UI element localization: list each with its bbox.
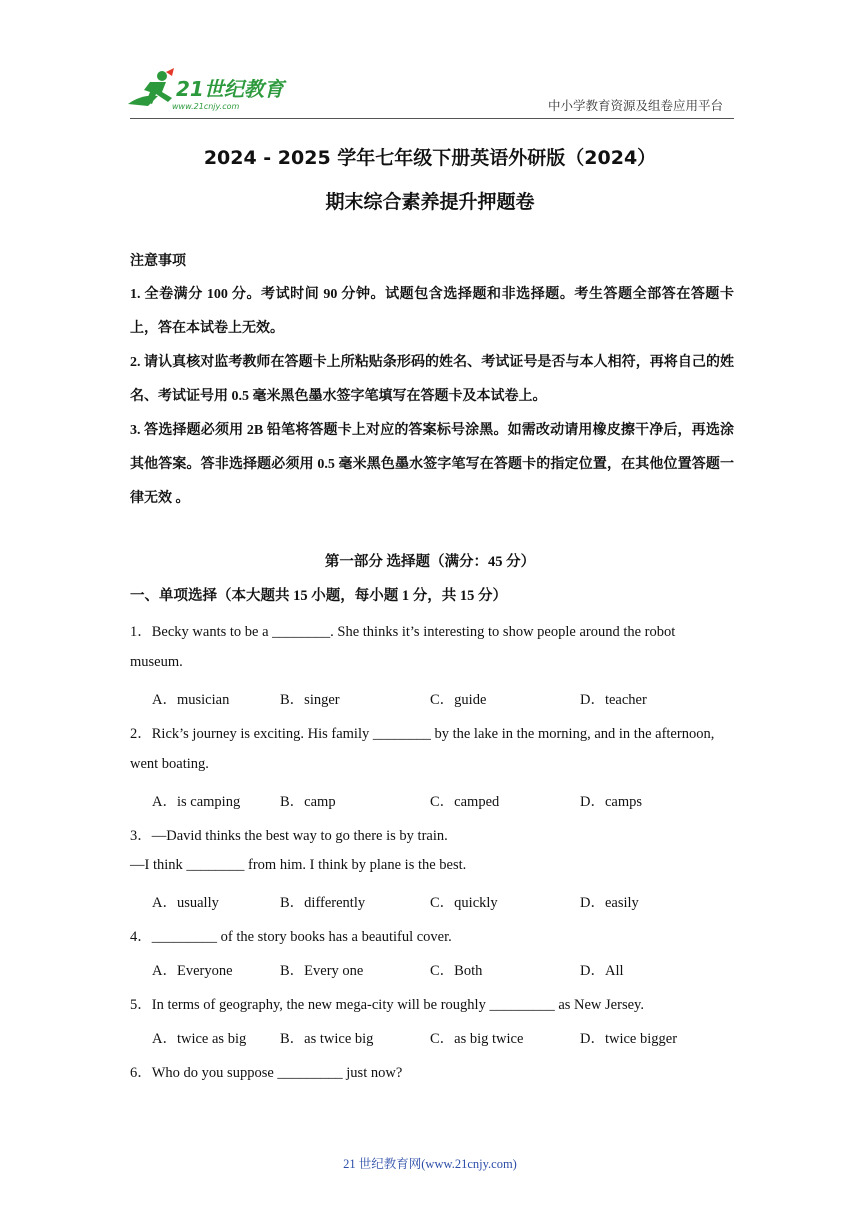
platform-label: 中小学教育资源及组卷应用平台 [548, 99, 724, 113]
notice-item: 1. 全卷满分 100 分。考试时间 90 分钟。试题包含选择题和非选择题。考生答题全部答在答题卡上，答在本试卷上无效。 [130, 287, 734, 336]
runner-logo-icon [122, 66, 292, 116]
option-c: C．Both [430, 963, 483, 979]
question-4-stem: 4．_________ of the story books has a beautiful cover. [130, 929, 452, 945]
option-d: D．camps [580, 794, 643, 810]
option-b: B．singer [280, 692, 340, 708]
question-3-options [152, 891, 752, 913]
option-a: A．twice as big [152, 1031, 247, 1047]
option-a: A．musician [152, 692, 230, 708]
option-b: B．Every one [280, 963, 364, 979]
site-logo [122, 66, 292, 116]
option-b: B．camp [280, 794, 336, 810]
question-2-stem-cont: went boating. [130, 756, 209, 772]
question-4-options [152, 959, 752, 981]
option-c: C．quickly [430, 895, 498, 911]
option-c: C．as big twice [430, 1031, 524, 1047]
section-title: 第一部分 选择题（满分：45 分） [324, 554, 536, 570]
option-a: A．usually [152, 895, 219, 911]
option-d: D．easily [580, 895, 639, 911]
svg-text:www.21cnjy.com: www.21cnjy.com [172, 102, 240, 111]
question-1-stem: 1．Becky wants to be a ________. She thinks it’s interesting to show people around the robot [130, 624, 676, 640]
question-1-stem-cont: museum. [130, 654, 183, 670]
question-6-stem: 6．Who do you suppose _________ just now? [130, 1065, 403, 1081]
option-b: B．as twice big [280, 1031, 374, 1047]
option-c: C．camped [430, 794, 500, 810]
svg-text:21世纪教育: 21世纪教育 [176, 77, 284, 101]
question-3-stem-cont: —I think ________ from him. I think by plane is the best. [130, 857, 467, 873]
question-3-stem: 3．—David thinks the best way to go there is by train. [130, 828, 448, 844]
option-d: D．teacher [580, 692, 647, 708]
question-2-options [152, 790, 752, 812]
question-2-stem: 2．Rick’s journey is exciting. His family ________ by the lake in the morning, and in the afternoon, [130, 726, 715, 742]
option-d: D．All [580, 963, 624, 979]
question-1-options [152, 688, 752, 710]
notice-item: 2. 请认真核对监考教师在答题卡上所粘贴条形码的姓名、考试证号是否与本人相符，再将自己的姓名、考试证号用 0.5 毫米黑色墨水签字笔填写在答题卡及本试卷上。 [130, 355, 734, 404]
option-c: C．guide [430, 692, 487, 708]
subsection-title: 一、单项选择（本大题共 15 小题，每小题 1 分，共 15 分） [130, 588, 507, 604]
option-a: A．is camping [152, 794, 241, 810]
option-b: B．differently [280, 895, 366, 911]
header-divider [130, 118, 734, 119]
question-5-stem: 5．In terms of geography, the new mega-city will be roughly _________ as New Jersey. [130, 997, 644, 1013]
option-a: A．Everyone [152, 963, 233, 979]
question-5-options [152, 1027, 752, 1049]
footer-link[interactable]: 21 世纪教育网(www.21cnjy.com) [343, 1157, 517, 1171]
option-d: D．twice bigger [580, 1031, 678, 1047]
notice-item: 3. 答选择题必须用 2B 铅笔将答题卡上对应的答案标号涂黑。如需改动请用橡皮擦干净后，再选涂其他答案。答非选择题必须用 0.5 毫米黑色墨水签字笔写在答题卡的指定位置，在其他位置答题一律无效 。 [130, 423, 734, 506]
exam-title-line1: 2024 - 2025 学年七年级下册英语外研版（2024） [203, 147, 657, 169]
exam-title-line2: 期末综合素养提升押题卷 [325, 191, 535, 213]
notice-heading: 注意事项 [130, 253, 186, 269]
